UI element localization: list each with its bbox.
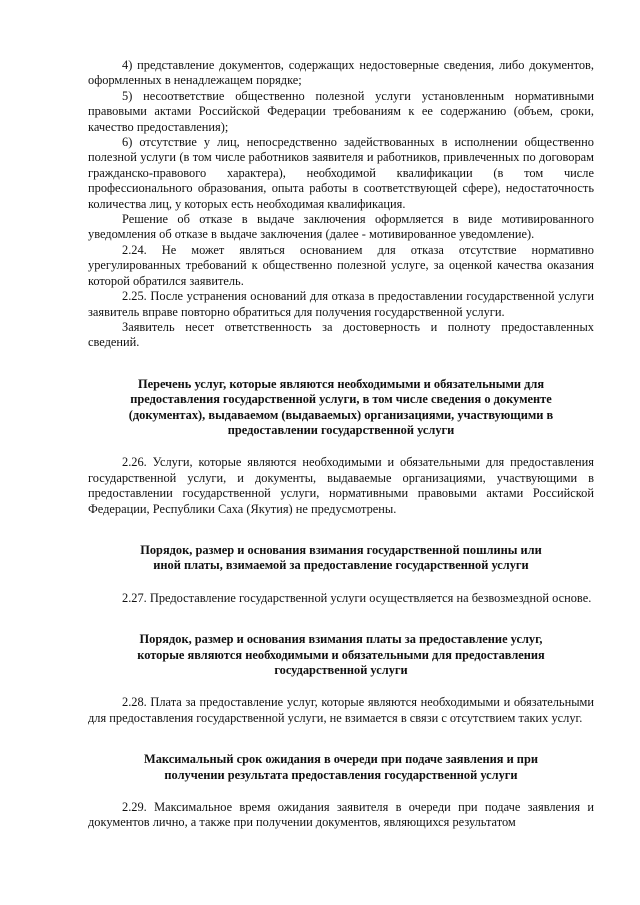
paragraph-item-6: 6) отсутствие у лиц, непосредственно задействованных в исполнении общественно полезной услуги (в том числе работников заявителя и работников, привлеченных по договорам гражданско-правового характера), необходимой квалификации (в том числе профессионального образования, опыта работы в соответствующей сфере), недостаточность количества лиц, у которых есть необходимая квалификация.: [88, 135, 594, 211]
paragraph-2-28: 2.28. Плата за предоставление услуг, которые являются необходимыми и обязательными для предоставления государственной услуги, не взимается в связи с отсутствием таких услуг.: [88, 695, 594, 725]
paragraph-2-26: 2.26. Услуги, которые являются необходимыми и обязательными для предоставления государственной услуги, и документы, выдаваемые организациями, участвующими в предоставлении государственной услуги, нормативными правовыми актами Российской Федерации, Республики Саха (Якутия) не предусмотрены.: [88, 455, 594, 516]
document-page: [88, 58, 594, 831]
paragraph-2-27: 2.27. Предоставление государственной услуги осуществляется на безвозмездной основе.: [122, 590, 592, 605]
paragraph-2-25: 2.25. После устранения оснований для отказа в предоставлении государственной услуги заявитель вправе повторно обратиться для получения государственной услуги.: [88, 289, 594, 319]
paragraph-item-5: 5) несоответствие общественно полезной услуги установленным нормативными правовыми актами Российской Федерации требованиям к ее содержанию (объем, сроки, качество предоставления);: [88, 88, 594, 134]
paragraph-item-4: 4) представление документов, содержащих недостоверные сведения, либо документов, оформленных в ненадлежащем порядке;: [88, 58, 594, 88]
paragraph-2-24: 2.24. Не может являться основанием для отказа отсутствие нормативно урегулированных требований к общественно полезной услуге, за оценкой качества оказания которой обратился заявитель.: [88, 242, 594, 288]
section-title-service-fee: Порядок, размер и основания взимания платы за предоставление услуг, которые являются необходимыми и обязательными для предоставления государственной услуги: [137, 632, 545, 677]
paragraph-refusal-decision: Решение об отказе в выдаче заключения оформляется в виде мотивированного уведомления об отказе в выдаче заключения (далее - мотивированное уведомление).: [88, 212, 594, 242]
section-title-state-fee: Порядок, размер и основания взимания государственной пошлины или иной платы, взимаемой за предоставление государственной услуги: [140, 542, 542, 573]
paragraph-applicant-responsibility: Заявитель несет ответственность за достоверность и полноту предоставленных сведений.: [88, 319, 594, 350]
section-title-queue-time: Максимальный срок ожидания в очереди при подаче заявления и при получении результата предоставления государственной услуги: [144, 752, 538, 782]
paragraph-2-29: 2.29. Максимальное время ожидания заявителя в очереди при подаче заявления и документов лично, а также при получении документов, являющихся результатом: [88, 800, 594, 830]
section-title-required-services: Перечень услуг, которые являются необходимыми и обязательными для предоставления государственной услуги, в том числе сведения о документе (документах), выдаваемом (выдаваемых) организациями, участвующими в предоставлении государственной услуги: [128, 376, 554, 437]
